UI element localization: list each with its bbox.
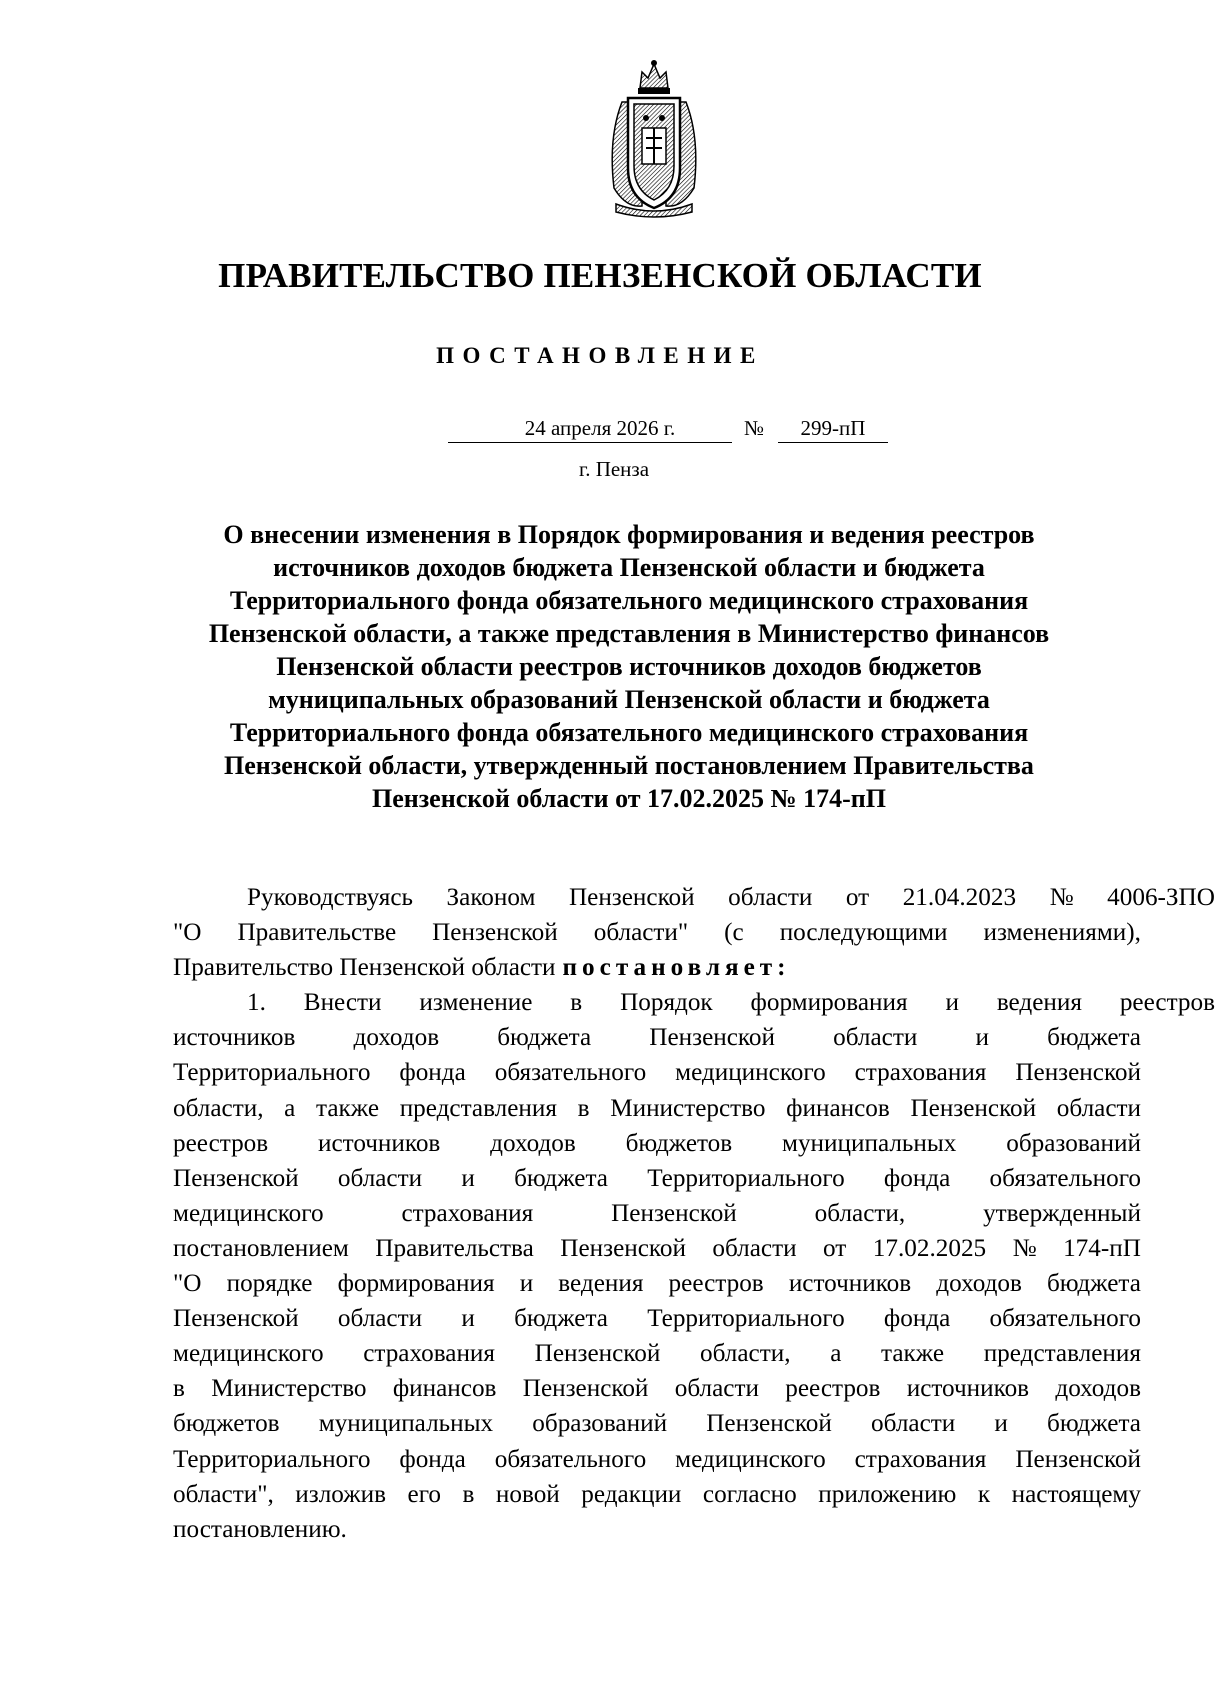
- word: согласно: [702, 1480, 797, 1508]
- body-line: [173, 1266, 1141, 1301]
- word: изменениями),: [983, 919, 1141, 947]
- word: области: [712, 1234, 797, 1262]
- word: Пензенской: [568, 884, 695, 911]
- word: также: [316, 1094, 380, 1122]
- word: Пензенской: [706, 1410, 832, 1438]
- word: бюджета: [1047, 1024, 1141, 1052]
- word: бюджета: [1047, 1410, 1141, 1438]
- word: обязательного: [494, 1445, 647, 1473]
- word: области": [593, 919, 689, 947]
- word: и: [945, 989, 959, 1017]
- word: Министерство: [211, 1375, 367, 1403]
- word: утвержденный: [983, 1199, 1141, 1227]
- word: медицинского: [173, 1199, 324, 1227]
- body-line: [173, 985, 1215, 1020]
- word: Пензенской: [432, 919, 558, 947]
- word: образований: [1006, 1129, 1141, 1157]
- word: области: [833, 1024, 918, 1052]
- subject-line: Пензенской области реестров источников доходов бюджетов: [276, 652, 982, 681]
- word: области: [674, 1375, 759, 1403]
- word: Пензенской: [173, 1164, 299, 1192]
- subject-line: источников доходов бюджета Пензенской области и бюджета: [273, 553, 985, 582]
- word: реестров: [785, 1375, 881, 1403]
- word: Пензенской: [1015, 1445, 1141, 1473]
- body-line: [173, 1406, 1141, 1441]
- document-body: [173, 880, 1215, 1547]
- word: Пензенской: [611, 1199, 737, 1227]
- word: фонда: [883, 1164, 951, 1192]
- word: доходов: [490, 1129, 576, 1157]
- word: бюджетов: [625, 1129, 733, 1157]
- word: Территориального: [173, 1059, 371, 1087]
- word: постановлению.: [173, 1515, 347, 1543]
- word: и: [975, 1024, 989, 1052]
- word: ведения: [558, 1270, 644, 1298]
- word: 1.: [247, 989, 266, 1017]
- word: области: [728, 884, 813, 911]
- word: в: [570, 989, 583, 1017]
- word: области: [337, 1164, 423, 1192]
- word: образований: [532, 1410, 668, 1438]
- word: медицинского: [675, 1445, 826, 1473]
- subject-line: Пензенской области, утвержденный постановлением Правительства: [224, 751, 1034, 780]
- body-line: [173, 1336, 1141, 1371]
- word: настоящему: [1011, 1480, 1141, 1508]
- word: бюджета: [497, 1024, 592, 1052]
- body-line: [173, 1091, 1141, 1126]
- word: доходов: [936, 1270, 1022, 1298]
- word: области,: [700, 1340, 791, 1368]
- word: реестров: [1119, 989, 1215, 1017]
- word: Пензенской: [522, 1375, 649, 1403]
- word: Руководствуясь: [247, 884, 413, 911]
- word: 21.04.2023: [902, 884, 1017, 911]
- word: фонда: [883, 1305, 951, 1333]
- word: области: [1056, 1094, 1141, 1122]
- word: 4006-ЗПО: [1107, 884, 1215, 911]
- word: фонда: [399, 1059, 466, 1087]
- word: Пензенской: [560, 1234, 686, 1262]
- word: области: [871, 1410, 956, 1438]
- word: формирования: [750, 989, 908, 1017]
- word: бюджета: [514, 1164, 608, 1192]
- word: Пензенской: [1015, 1059, 1141, 1087]
- word: редакции: [581, 1480, 682, 1508]
- word: от: [845, 884, 870, 911]
- subject-line: Территориального фонда обязательного медицинского страхования: [229, 718, 1029, 747]
- penza-coat-of-arms-icon: [602, 58, 706, 218]
- word: также: [881, 1340, 945, 1368]
- word: источников: [317, 1129, 441, 1157]
- word: обязательного: [494, 1059, 647, 1087]
- subject-line: Территориального фонда обязательного медицинского страхования: [229, 586, 1029, 615]
- body-line: [173, 915, 1141, 950]
- word: Территориального: [647, 1305, 845, 1333]
- word: реестров: [668, 1270, 764, 1298]
- word: Законом: [446, 884, 536, 911]
- word: и: [461, 1305, 475, 1333]
- word: порядке: [226, 1270, 313, 1298]
- word: "О: [173, 919, 202, 947]
- word: источников: [906, 1375, 1030, 1403]
- word: области",: [173, 1480, 274, 1508]
- word: в: [577, 1094, 590, 1122]
- word: представления: [983, 1340, 1141, 1368]
- document-type: ПОСТАНОВЛЕНИЕ: [436, 343, 764, 368]
- word: области,: [173, 1094, 264, 1122]
- word: 17.02.2025: [872, 1234, 987, 1262]
- word: "О: [173, 1270, 202, 1298]
- word: Пензенской: [534, 1340, 661, 1368]
- word: медицинского: [675, 1059, 826, 1087]
- body-line: [173, 950, 1141, 985]
- word: обязательного: [989, 1305, 1141, 1333]
- number-sign: №: [744, 416, 765, 440]
- word: страхования: [401, 1199, 534, 1227]
- word: источников: [788, 1270, 912, 1298]
- word: Пензенской: [173, 1305, 299, 1333]
- word: Правительстве: [237, 919, 397, 947]
- word: страхования: [854, 1059, 987, 1087]
- word: и: [994, 1410, 1008, 1438]
- word: Порядок: [620, 989, 713, 1017]
- word: области,: [814, 1199, 906, 1227]
- word: в: [462, 1480, 475, 1508]
- subject-line: О внесении изменения в Порядок формирования и ведения реестров: [223, 520, 1035, 549]
- subject-line: муниципальных образований Пензенской области и бюджета: [268, 685, 990, 714]
- city: г. Пенза: [578, 457, 650, 481]
- word: доходов: [1055, 1375, 1141, 1403]
- word: №: [1049, 884, 1074, 911]
- subject-line: Пензенской области от 17.02.2025 № 174-пП: [371, 784, 887, 813]
- preamble-text: Правительство Пензенской области: [173, 954, 556, 982]
- word: финансов: [786, 1094, 890, 1122]
- body-line: [173, 1055, 1141, 1090]
- word: представления: [399, 1094, 557, 1122]
- word: страхования: [363, 1340, 495, 1368]
- word: доходов: [353, 1024, 440, 1052]
- word: 174-пП: [1063, 1234, 1141, 1262]
- word: Пензенской: [910, 1094, 1037, 1122]
- word: муниципальных: [318, 1410, 494, 1438]
- document-date: 24 апреля 2026 г.: [448, 414, 732, 443]
- word: ведения: [996, 989, 1082, 1017]
- body-line: [173, 1020, 1141, 1055]
- body-line: [173, 1231, 1141, 1266]
- word: области: [337, 1305, 423, 1333]
- word: в: [173, 1375, 185, 1403]
- word: изменение: [419, 989, 533, 1017]
- word: медицинского: [173, 1340, 324, 1368]
- word: Территориального: [173, 1445, 371, 1473]
- word: (с: [724, 919, 744, 947]
- body-line: [173, 1477, 1141, 1512]
- body-line: [173, 1196, 1141, 1231]
- government-title: ПРАВИТЕЛЬСТВО ПЕНЗЕНСКОЙ ОБЛАСТИ: [218, 256, 982, 295]
- word: бюджетов: [173, 1410, 280, 1438]
- word: фонда: [399, 1445, 466, 1473]
- word: финансов: [392, 1375, 497, 1403]
- document-number: 299-пП: [778, 414, 888, 443]
- word: постановлением: [173, 1234, 349, 1262]
- word: а: [830, 1340, 842, 1368]
- word: последующими: [779, 919, 948, 947]
- word: бюджета: [1046, 1270, 1141, 1298]
- word: Территориального: [647, 1164, 845, 1192]
- word: и: [519, 1270, 534, 1298]
- word: Правительства: [375, 1234, 534, 1262]
- document-subject: [170, 518, 1088, 815]
- resolution-keyword: постановляет:: [562, 954, 791, 982]
- word: его: [407, 1480, 442, 1508]
- word: Министерство: [610, 1094, 766, 1122]
- word: источников: [173, 1024, 296, 1052]
- body-line: [173, 1126, 1141, 1161]
- word: приложению: [818, 1480, 957, 1508]
- word: формирования: [337, 1270, 495, 1298]
- word: Внести: [303, 989, 382, 1017]
- body-line: [173, 1301, 1141, 1336]
- body-line: [173, 1371, 1141, 1406]
- body-line: [173, 1161, 1141, 1196]
- word: муниципальных: [782, 1129, 957, 1157]
- word: изложив: [295, 1480, 387, 1508]
- word: реестров: [173, 1129, 269, 1157]
- word: новой: [495, 1480, 560, 1508]
- word: обязательного: [989, 1164, 1141, 1192]
- word: №: [1012, 1234, 1037, 1262]
- word: к: [977, 1480, 991, 1508]
- body-line: [173, 1442, 1141, 1477]
- body-line: [173, 880, 1215, 915]
- word: и: [461, 1164, 475, 1192]
- body-line: [173, 1512, 1141, 1547]
- subject-line: Пензенской области, а также представления в Министерство финансов: [208, 619, 1050, 648]
- word: бюджета: [514, 1305, 608, 1333]
- word: Пензенской: [649, 1024, 775, 1052]
- word: страхования: [854, 1445, 987, 1473]
- word: а: [284, 1094, 296, 1122]
- word: от: [823, 1234, 847, 1262]
